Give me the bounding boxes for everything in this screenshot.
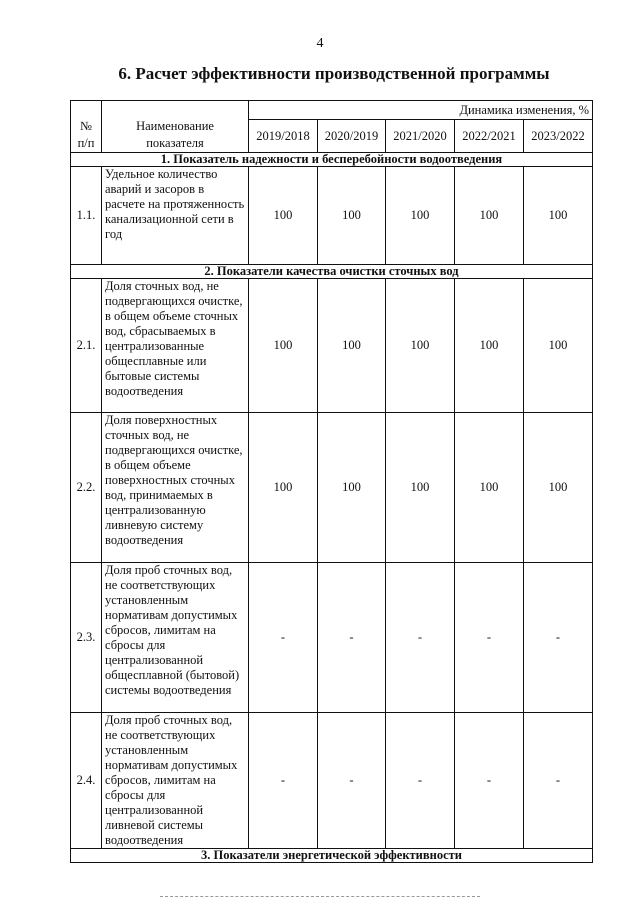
row-value: 100	[318, 167, 386, 265]
row-name: Доля поверхностных сточных вод, не подвергающихся очистке, в общем объеме поверхностных сточных вод, принимаемых в централизованную ливневую систему водоотведения	[102, 413, 249, 563]
header-year: 2023/2022	[524, 120, 593, 153]
header-year: 2021/2020	[386, 120, 455, 153]
table-row	[71, 167, 593, 265]
row-value: -	[386, 713, 455, 849]
row-num: 2.3.	[71, 563, 102, 713]
row-value: 100	[249, 279, 318, 413]
row-value: 100	[318, 279, 386, 413]
footer-divider	[160, 896, 480, 898]
header-dynamics: Динамика изменения, %	[249, 101, 593, 120]
table-row	[71, 713, 593, 849]
row-num: 2.4.	[71, 713, 102, 849]
row-value: 100	[455, 413, 524, 563]
row-value: 100	[249, 167, 318, 265]
row-value: 100	[524, 167, 593, 265]
header-year: 2020/2019	[318, 120, 386, 153]
header-name	[102, 101, 249, 153]
row-num: 1.1.	[71, 167, 102, 265]
row-value: -	[249, 563, 318, 713]
row-name: Доля проб сточных вод, не соответствующих установленным нормативам допустимых сбросов, лимитам на сбросы для централизованной ливневой системы водоотведения	[102, 713, 249, 849]
row-name: Доля сточных вод, не подвергающихся очистке, в общем объеме сточных вод, сбрасываемых в централизованные общесплавные или бытовые системы водоотведения	[102, 279, 249, 413]
row-value: -	[318, 713, 386, 849]
row-value: -	[455, 713, 524, 849]
row-value: 100	[386, 167, 455, 265]
row-value: 100	[524, 413, 593, 563]
row-num: 2.2.	[71, 413, 102, 563]
section-title: 1. Показатель надежности и бесперебойности водоотведения	[71, 153, 593, 167]
row-value: -	[455, 563, 524, 713]
row-value: 100	[249, 413, 318, 563]
row-value: -	[318, 563, 386, 713]
header-num	[71, 101, 102, 153]
header-name-label: Наименование показателя	[136, 119, 214, 150]
document-title: 6. Расчет эффективности производственной программы	[118, 64, 550, 83]
table-row	[71, 563, 593, 713]
row-value: -	[524, 563, 593, 713]
table-row	[71, 413, 593, 563]
row-value: 100	[386, 279, 455, 413]
row-value: 100	[318, 413, 386, 563]
section-row	[71, 153, 593, 167]
page-number: 4	[316, 36, 324, 51]
row-num: 2.1.	[71, 279, 102, 413]
header-year: 2022/2021	[455, 120, 524, 153]
header-year: 2019/2018	[249, 120, 318, 153]
row-value: 100	[524, 279, 593, 413]
row-name: Удельное количество аварий и засоров в расчете на протяженность канализационной сети в год	[102, 167, 249, 265]
row-value: 100	[455, 167, 524, 265]
row-value: -	[386, 563, 455, 713]
section-row	[71, 849, 593, 863]
row-value: -	[524, 713, 593, 849]
section-row	[71, 265, 593, 279]
header-num-label: № п/п	[77, 119, 95, 150]
row-value: 100	[386, 413, 455, 563]
section-title: 2. Показатели качества очистки сточных вод	[71, 265, 593, 279]
row-name: Доля проб сточных вод, не соответствующих установленным нормативам допустимых сбросов, лимитам на сбросы для централизованной общесплавной (бытовой) системы водоотведения	[102, 563, 249, 713]
table-row	[71, 279, 593, 413]
row-value: 100	[455, 279, 524, 413]
row-value: -	[249, 713, 318, 849]
efficiency-table	[70, 100, 593, 863]
section-title: 3. Показатели энергетической эффективности	[71, 849, 593, 863]
